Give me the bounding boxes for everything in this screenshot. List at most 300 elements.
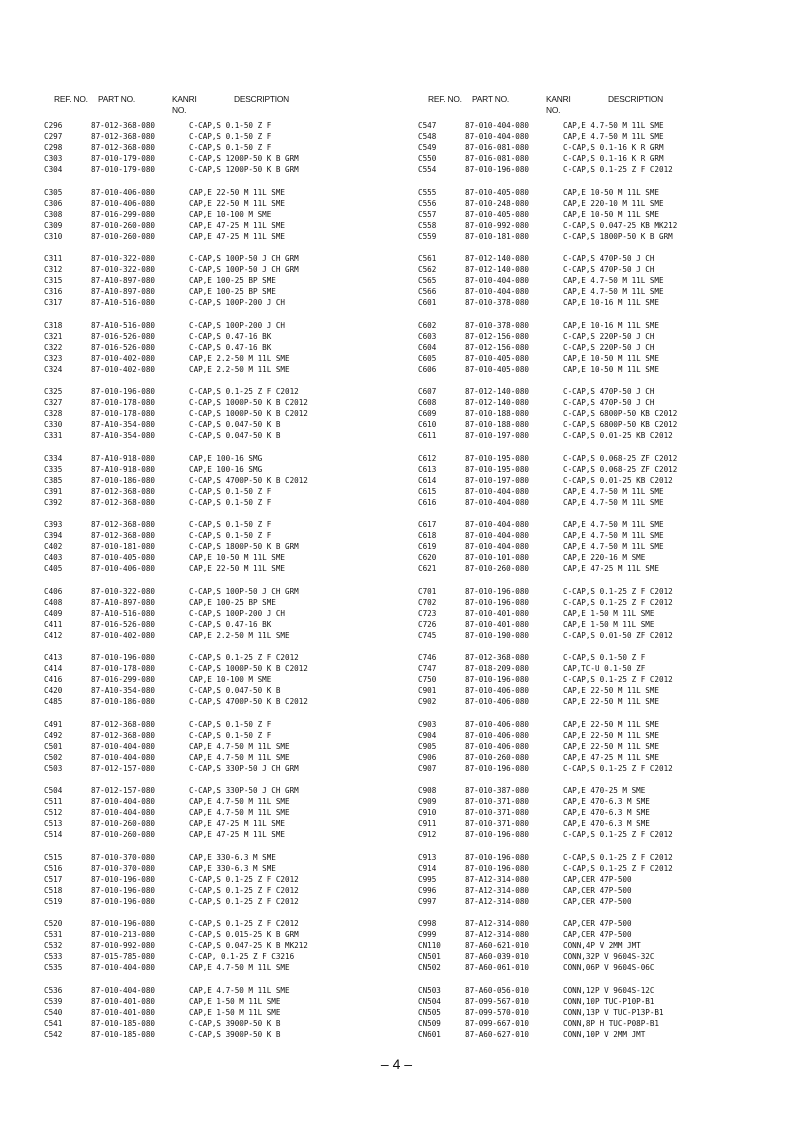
part-no-cell: 87-010-371-080 <box>465 797 530 806</box>
description-cell: C-CAP,S 0.47-16 BK <box>189 331 272 341</box>
ref-no-cell: C416 <box>44 675 63 684</box>
description-cell: C-CAP,S 1000P-50 K B C2012 <box>189 664 308 673</box>
table-row <box>44 929 404 940</box>
part-no-cell: 87-012-368-080 <box>91 730 156 740</box>
ref-no-cell: C403 <box>44 553 63 562</box>
part-no-cell: 87-010-405-080 <box>465 209 530 219</box>
table-row <box>44 874 404 885</box>
ref-no-cell: C511 <box>44 797 63 806</box>
ref-no-cell: C504 <box>44 786 63 795</box>
table-row <box>44 530 404 541</box>
ref-no-cell: C328 <box>44 409 63 418</box>
parts-group <box>44 985 404 1040</box>
description-cell: C-CAP,S 0.01-50 ZF C2012 <box>563 630 673 640</box>
description-cell: C-CAP,S 470P-50 J CH <box>563 265 655 274</box>
table-row <box>44 331 404 342</box>
table-row <box>418 164 778 175</box>
table-row <box>44 730 404 741</box>
table-row <box>44 696 404 707</box>
part-no-cell: 87-010-404-080 <box>91 963 156 972</box>
table-row <box>44 951 404 962</box>
description-cell: CAP,E 330-6.3 M SME <box>189 852 276 862</box>
ref-no-cell: C322 <box>44 342 63 352</box>
part-no-cell: 87-010-260-080 <box>91 231 156 241</box>
table-row <box>44 253 404 264</box>
table-row <box>44 829 404 840</box>
table-row <box>418 153 778 164</box>
table-row <box>44 763 404 774</box>
ref-no-cell: C385 <box>44 475 63 485</box>
description-cell: CAP,E 220-16 M SME <box>563 553 646 562</box>
part-no-cell: 87-099-667-010 <box>465 1018 530 1028</box>
ref-no-cell: C604 <box>418 342 437 352</box>
part-no-cell: 87-012-368-080 <box>91 121 156 130</box>
description-cell: C-CAP,S 3900P-50 K B <box>189 1029 281 1039</box>
table-row <box>418 1029 778 1040</box>
description-cell: C-CAP,S 0.1-50 Z F <box>189 520 272 529</box>
part-no-cell: 87-010-404-080 <box>465 121 530 130</box>
description-cell: C-CAP,S 0.1-25 Z F C2012 <box>563 863 673 873</box>
description-cell: CONN,13P V TUC-P13P-B1 <box>563 1007 664 1017</box>
part-no-cell: 87-012-368-080 <box>91 531 156 540</box>
description-cell: C-CAP,S 1000P-50 K B C2012 <box>189 409 308 418</box>
ref-no-cell: C613 <box>418 464 437 474</box>
description-cell: CAP,CER 47P-500 <box>563 874 632 884</box>
part-no-cell: 87-A10-897-080 <box>91 287 156 296</box>
description-cell: C-CAP,S 0.1-50 Z F <box>189 143 272 152</box>
table-row <box>44 1029 404 1040</box>
part-no-cell: 87-010-196-080 <box>91 885 156 895</box>
table-row <box>418 286 778 297</box>
parts-group <box>44 719 404 774</box>
part-no-cell: 87-099-570-010 <box>465 1007 530 1017</box>
parts-group <box>418 719 778 774</box>
ref-no-cell: CN503 <box>418 985 441 995</box>
part-no-cell: 87-016-299-080 <box>91 209 156 219</box>
part-no-cell: 87-A10-516-080 <box>91 298 156 307</box>
part-no-cell: 87-099-567-010 <box>465 996 530 1006</box>
table-row <box>418 807 778 818</box>
table-row <box>418 386 778 397</box>
ref-no-cell: C726 <box>418 619 437 629</box>
ref-no-cell: C408 <box>44 597 63 607</box>
ref-no-cell: C512 <box>44 808 63 817</box>
table-row <box>44 685 404 696</box>
part-no-cell: 87-A10-918-080 <box>91 464 156 474</box>
part-no-cell: 87-A10-516-080 <box>91 608 156 618</box>
description-cell: C-CAP,S 0.1-25 Z F C2012 <box>563 830 673 839</box>
parts-group <box>418 519 778 574</box>
table-row <box>44 586 404 597</box>
parts-group <box>44 586 404 641</box>
header-kanri-no: KANRI NO. <box>546 94 571 115</box>
part-no-cell: 87-010-404-080 <box>465 531 530 540</box>
ref-no-cell: C549 <box>418 143 437 152</box>
header-part-no: PART NO. <box>98 94 136 104</box>
part-no-cell: 87-010-406-080 <box>465 730 530 740</box>
description-cell: CAP,E 330-6.3 M SME <box>189 863 276 873</box>
part-no-cell: 87-010-197-080 <box>465 475 530 485</box>
part-no-cell: 87-012-368-080 <box>91 497 156 507</box>
description-cell: CAP,E 47-25 M 11L SME <box>189 819 286 828</box>
ref-no-cell: C555 <box>418 187 437 197</box>
table-row <box>44 397 404 408</box>
description-cell: C-CAP,S 1200P-50 K B GRM <box>189 154 299 163</box>
ref-no-cell: C618 <box>418 531 437 540</box>
part-no-cell: 87-010-179-080 <box>91 154 156 163</box>
description-cell: CAP,E 100-16 SMG <box>189 464 263 474</box>
description-cell: CAP,E 47-25 M 11L SME <box>563 564 660 573</box>
description-cell: C-CAP,S 1000P-50 K B C2012 <box>189 398 308 407</box>
part-no-cell: 87-A12-314-080 <box>465 874 530 884</box>
ref-no-cell: C325 <box>44 387 63 396</box>
parts-group <box>418 785 778 840</box>
description-cell: CAP,E 470-6.3 M SME <box>563 808 650 817</box>
table-row <box>44 918 404 929</box>
table-row <box>418 885 778 896</box>
ref-no-cell: C701 <box>418 586 437 596</box>
part-no-cell: 87-010-405-080 <box>465 187 530 197</box>
description-cell: C-CAP,S 0.1-50 Z F <box>189 497 272 507</box>
table-row <box>418 719 778 730</box>
part-no-cell: 87-010-404-080 <box>465 287 530 296</box>
ref-no-cell: C557 <box>418 209 437 219</box>
part-no-cell: 87-016-526-080 <box>91 342 156 352</box>
description-cell: C-CAP,S 3900P-50 K B <box>189 1018 281 1028</box>
description-cell: C-CAP,S 100P-50 J CH GRM <box>189 586 299 596</box>
table-row <box>44 297 404 308</box>
part-no-cell: 87-010-260-080 <box>91 830 156 839</box>
parts-group <box>418 386 778 441</box>
table-row <box>418 120 778 131</box>
parts-group <box>44 652 404 707</box>
ref-no-cell: C515 <box>44 852 63 862</box>
table-row <box>418 985 778 996</box>
parts-group <box>418 320 778 375</box>
part-no-cell: 87-012-156-080 <box>465 342 530 352</box>
ref-no-cell: C905 <box>418 741 437 751</box>
ref-no-cell: C910 <box>418 808 437 817</box>
table-row <box>418 940 778 951</box>
description-cell: C-CAP,S 0.047-50 K B <box>189 431 281 440</box>
ref-no-cell: C311 <box>44 254 63 263</box>
ref-no-cell: C536 <box>44 985 63 995</box>
part-no-cell: 87-A60-621-010 <box>465 941 530 950</box>
part-no-cell: 87-010-248-080 <box>465 198 530 208</box>
table-row <box>44 453 404 464</box>
part-no-cell: 87-010-406-080 <box>91 198 156 208</box>
table-row <box>44 608 404 619</box>
description-cell: CONN,10P V 2MM JMT <box>563 1029 646 1039</box>
description-cell: CAP,E 4.7-50 M 11L SME <box>189 797 290 806</box>
ref-no-cell: C303 <box>44 154 63 163</box>
description-cell: C-CAP,S 0.047-25 KB MK212 <box>563 220 678 230</box>
part-no-cell: 87-010-402-080 <box>91 364 156 374</box>
table-row <box>44 652 404 663</box>
ref-no-cell: C607 <box>418 387 437 396</box>
ref-no-cell: C558 <box>418 220 437 230</box>
description-cell: CONN,4P V 2MM JMT <box>563 941 641 950</box>
description-cell: CAP,E 22-50 M 11L SME <box>563 730 660 740</box>
parts-group <box>44 120 404 175</box>
table-row <box>418 408 778 419</box>
ref-no-cell: C612 <box>418 453 437 463</box>
ref-no-cell: C406 <box>44 586 63 596</box>
description-cell: C-CAP,S 0.47-16 BK <box>189 342 272 352</box>
description-cell: CONN,10P TUC-P10P-B1 <box>563 996 655 1006</box>
part-no-cell: 87-010-401-080 <box>91 996 156 1006</box>
ref-no-cell: C297 <box>44 132 63 141</box>
ref-no-cell: C305 <box>44 187 63 197</box>
description-cell: CAP,E 10-16 M 11L SME <box>563 320 660 330</box>
description-cell: C-CAP,S 220P-50 J CH <box>563 331 655 341</box>
parts-group <box>418 852 778 907</box>
ref-no-cell: C409 <box>44 608 63 618</box>
description-cell: C-CAP,S 0.1-25 Z F C2012 <box>563 597 673 607</box>
ref-no-cell: C550 <box>418 154 437 163</box>
part-no-cell: 87-010-405-080 <box>91 553 156 562</box>
description-cell: C-CAP,S 330P-50 J CH GRM <box>189 763 299 773</box>
part-no-cell: 87-010-401-080 <box>465 608 530 618</box>
ref-no-cell: CN504 <box>418 996 441 1006</box>
parts-list <box>44 120 404 1040</box>
parts-group <box>418 586 778 641</box>
ref-no-cell: C531 <box>44 930 63 939</box>
table-row <box>44 852 404 863</box>
part-no-cell: 87-010-378-080 <box>465 320 530 330</box>
description-cell: C-CAP,S 0.47-16 BK <box>189 619 272 629</box>
part-no-cell: 87-A10-354-080 <box>91 686 156 695</box>
parts-group <box>44 852 404 907</box>
part-no-cell: 87-010-213-080 <box>91 930 156 939</box>
part-no-cell: 87-010-406-080 <box>465 741 530 751</box>
table-row <box>418 741 778 752</box>
description-cell: CAP,E 47-25 M 11L SME <box>563 752 660 762</box>
ref-no-cell: C559 <box>418 231 437 241</box>
table-row <box>418 253 778 264</box>
part-no-cell: 87-012-140-080 <box>465 265 530 274</box>
table-row <box>44 807 404 818</box>
table-row <box>44 153 404 164</box>
table-row <box>418 763 778 774</box>
table-row <box>418 552 778 563</box>
table-row <box>418 397 778 408</box>
table-row <box>44 430 404 441</box>
description-cell: CAP,E 1-50 M 11L SME <box>189 1007 281 1017</box>
ref-no-cell: C907 <box>418 763 437 773</box>
ref-no-cell: C565 <box>418 276 437 285</box>
ref-no-cell: C327 <box>44 398 63 407</box>
ref-no-cell: C520 <box>44 919 63 928</box>
table-row <box>44 419 404 430</box>
part-no-cell: 87-A60-627-010 <box>465 1029 530 1039</box>
table-row <box>44 519 404 530</box>
ref-no-cell: C306 <box>44 198 63 208</box>
table-row <box>418 198 778 209</box>
description-cell: CAP,E 4.7-50 M 11L SME <box>189 741 290 751</box>
header-part-no: PART NO. <box>472 94 510 104</box>
part-no-cell: 87-010-404-080 <box>91 808 156 817</box>
ref-no-cell: C539 <box>44 996 63 1006</box>
part-no-cell: 87-010-260-080 <box>465 752 530 762</box>
table-row <box>44 364 404 375</box>
part-no-cell: 87-A10-918-080 <box>91 453 156 463</box>
ref-no-cell: C312 <box>44 265 63 274</box>
ref-no-cell: C413 <box>44 653 63 662</box>
ref-no-cell: C556 <box>418 198 437 208</box>
description-cell: C-CAP,S 0.068-25 ZF C2012 <box>563 464 678 474</box>
ref-no-cell: C517 <box>44 874 63 884</box>
table-row <box>418 275 778 286</box>
description-cell: CAP,E 4.7-50 M 11L SME <box>563 276 664 285</box>
part-no-cell: 87-A10-897-080 <box>91 276 156 285</box>
part-no-cell: 87-A10-897-080 <box>91 597 156 607</box>
ref-no-cell: C414 <box>44 664 63 673</box>
table-row <box>44 386 404 397</box>
ref-no-cell: C548 <box>418 132 437 141</box>
ref-no-cell: C532 <box>44 941 63 950</box>
part-no-cell: 87-010-371-080 <box>465 819 530 828</box>
part-no-cell: 87-010-404-080 <box>465 486 530 496</box>
table-row <box>44 187 404 198</box>
part-no-cell: 87-016-526-080 <box>91 619 156 629</box>
part-no-cell: 87-010-196-080 <box>465 675 530 684</box>
description-cell: CAP,E 4.7-50 M 11L SME <box>563 542 664 551</box>
ref-no-cell: C420 <box>44 686 63 695</box>
table-row <box>418 752 778 763</box>
table-row <box>44 962 404 973</box>
table-row <box>44 1007 404 1018</box>
part-no-cell: 87-012-368-080 <box>91 486 156 496</box>
description-cell: C-CAP,S 1800P-50 K B GRM <box>189 542 299 551</box>
description-cell: CAP,CER 47P-500 <box>563 885 632 895</box>
ref-no-cell: C621 <box>418 564 437 573</box>
part-no-cell: 87-010-196-080 <box>465 597 530 607</box>
table-row <box>44 264 404 275</box>
description-cell: C-CAP,S 0.1-50 Z F <box>189 730 272 740</box>
part-no-cell: 87-010-196-080 <box>465 763 530 773</box>
part-no-cell: 87-010-322-080 <box>91 254 156 263</box>
parts-column-right <box>418 94 778 1051</box>
table-row <box>44 164 404 175</box>
table-row <box>44 719 404 730</box>
part-no-cell: 87-010-178-080 <box>91 398 156 407</box>
table-row <box>44 863 404 874</box>
table-row <box>44 497 404 508</box>
part-no-cell: 87-A60-061-010 <box>465 963 530 972</box>
part-no-cell: 87-010-195-080 <box>465 453 530 463</box>
ref-no-cell: C996 <box>418 885 437 895</box>
table-row <box>418 951 778 962</box>
table-row <box>44 209 404 220</box>
table-row <box>44 1018 404 1029</box>
part-no-cell: 87-010-181-080 <box>465 231 530 241</box>
description-cell: C-CAP,S 0.1-25 Z F C2012 <box>189 874 299 884</box>
part-no-cell: 87-A60-056-010 <box>465 985 530 995</box>
ref-no-cell: C620 <box>418 553 437 562</box>
ref-no-cell: C491 <box>44 719 63 729</box>
description-cell: CAP,E 22-50 M 11L SME <box>189 564 286 573</box>
description-cell: C-CAP,S 0.1-25 Z F C2012 <box>563 586 673 596</box>
table-row <box>418 497 778 508</box>
column-header <box>44 94 404 120</box>
description-cell: C-CAP,S 100P-200 J CH <box>189 320 286 330</box>
part-no-cell: 87-010-186-080 <box>91 697 156 706</box>
parts-group <box>418 187 778 242</box>
table-row <box>44 541 404 552</box>
table-row <box>44 486 404 497</box>
part-no-cell: 87-010-405-080 <box>465 353 530 363</box>
ref-no-cell: C913 <box>418 852 437 862</box>
ref-no-cell: C304 <box>44 165 63 174</box>
description-cell: CAP,E 4.7-50 M 11L SME <box>563 121 664 130</box>
ref-no-cell: CN505 <box>418 1007 441 1017</box>
table-row <box>44 231 404 242</box>
description-cell: C-CAP,S 470P-50 J CH <box>563 398 655 407</box>
part-no-cell: 87-012-368-080 <box>91 143 156 152</box>
ref-no-cell: CN509 <box>418 1018 441 1028</box>
description-cell: C-CAP,S 470P-50 J CH <box>563 254 655 263</box>
table-row <box>418 852 778 863</box>
description-cell: C-CAP,S 0.1-25 Z F C2012 <box>563 763 673 773</box>
part-no-cell: 87-012-140-080 <box>465 398 530 407</box>
part-no-cell: 87-010-196-080 <box>465 852 530 862</box>
description-cell: CAP,E 10-16 M 11L SME <box>563 298 660 307</box>
parts-group <box>44 519 404 574</box>
ref-no-cell: C914 <box>418 863 437 873</box>
table-row <box>44 320 404 331</box>
ref-no-cell: C561 <box>418 254 437 263</box>
ref-no-cell: C906 <box>418 752 437 762</box>
part-no-cell: 87-010-178-080 <box>91 409 156 418</box>
ref-no-cell: C617 <box>418 520 437 529</box>
table-row <box>44 275 404 286</box>
ref-no-cell: C619 <box>418 542 437 551</box>
header-description: DESCRIPTION <box>608 94 664 104</box>
ref-no-cell: CN501 <box>418 952 441 961</box>
parts-column-left <box>44 94 404 1051</box>
table-row <box>44 796 404 807</box>
table-row <box>418 674 778 685</box>
table-row <box>418 187 778 198</box>
description-cell: CAP,E 22-50 M 11L SME <box>563 741 660 751</box>
part-no-cell: 87-A12-314-080 <box>465 930 530 939</box>
description-cell: C-CAP,S 0.1-25 Z F C2012 <box>189 896 299 906</box>
ref-no-cell: C540 <box>44 1007 63 1017</box>
ref-no-cell: C533 <box>44 952 63 961</box>
part-no-cell: 87-016-526-080 <box>91 331 156 341</box>
part-no-cell: 87-012-140-080 <box>465 254 530 263</box>
description-cell: CAP,E 4.7-50 M 11L SME <box>563 486 664 496</box>
description-cell: CAP,E 2.2-50 M 11L SME <box>189 364 290 374</box>
description-cell: CAP,E 10-50 M 11L SME <box>563 187 660 197</box>
ref-no-cell: C615 <box>418 486 437 496</box>
table-row <box>44 597 404 608</box>
ref-no-cell: C912 <box>418 830 437 839</box>
part-no-cell: 87-010-322-080 <box>91 265 156 274</box>
table-row <box>418 142 778 153</box>
table-row <box>418 453 778 464</box>
ref-no-cell: C999 <box>418 930 437 939</box>
ref-no-cell: C909 <box>418 797 437 806</box>
description-cell: C-CAP,S 6800P-50 KB C2012 <box>563 409 678 418</box>
table-row <box>418 597 778 608</box>
part-no-cell: 87-010-406-080 <box>465 719 530 729</box>
part-no-cell: 87-010-404-080 <box>91 752 156 762</box>
description-cell: CONN,06P V 9604S-06C <box>563 963 655 972</box>
part-no-cell: 87-A10-354-080 <box>91 420 156 429</box>
ref-no-cell: C542 <box>44 1029 63 1039</box>
